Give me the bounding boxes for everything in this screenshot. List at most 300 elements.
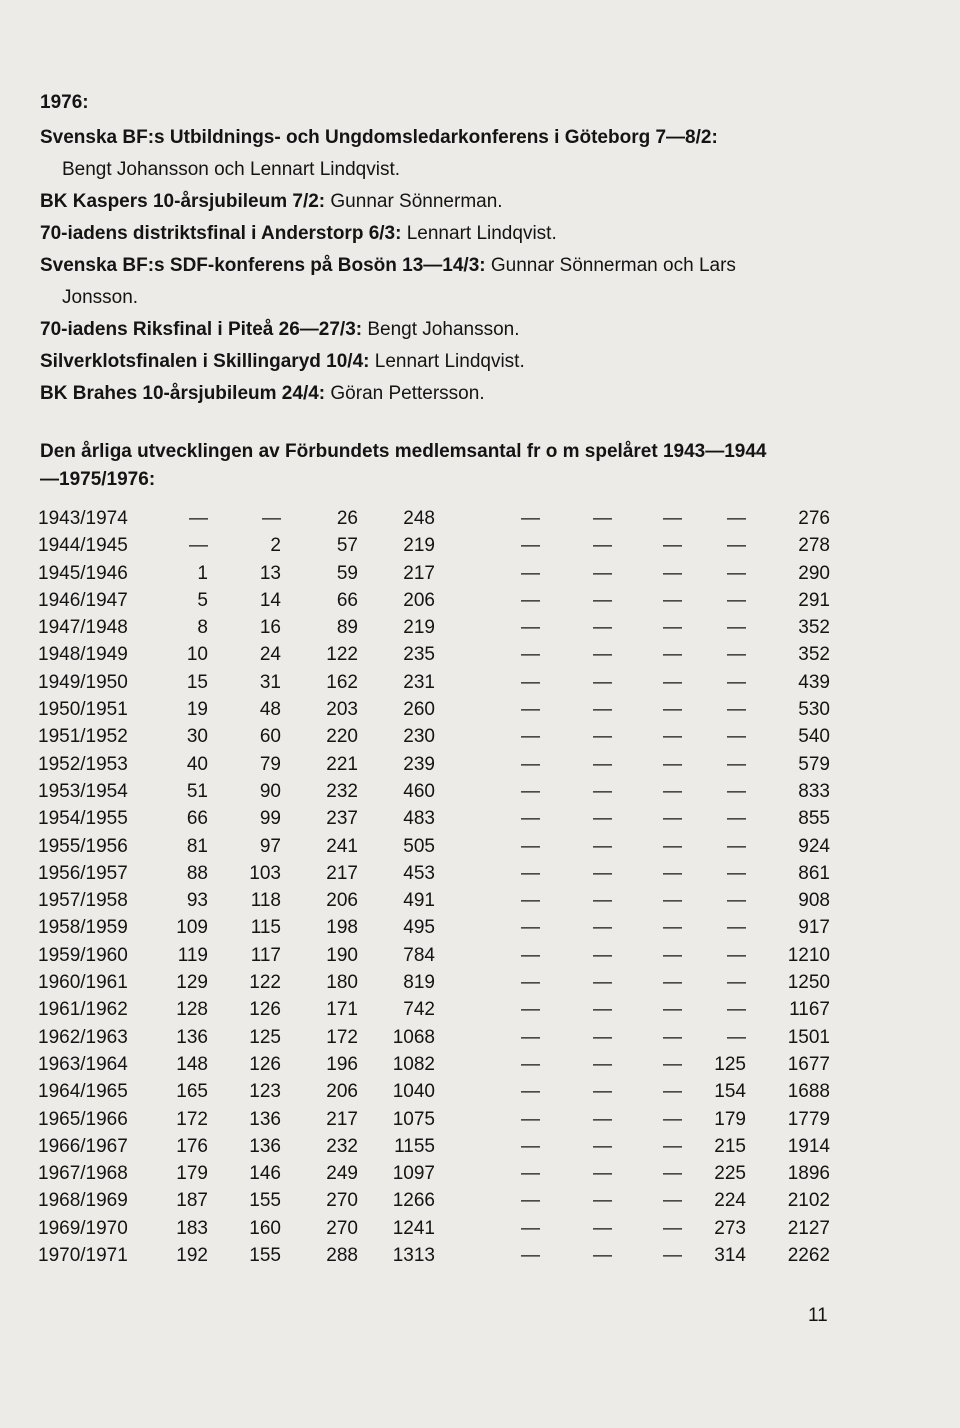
count-cell: 1097 xyxy=(392,1163,435,1185)
table-row xyxy=(38,1133,838,1160)
count-cell: 1 xyxy=(197,562,208,584)
count-cell: 1082 xyxy=(392,1053,435,1075)
count-cell: 99 xyxy=(259,808,281,830)
event-continuation: Jonsson. xyxy=(62,287,139,308)
count-cell: — xyxy=(663,890,682,912)
count-cell: — xyxy=(727,944,746,966)
count-cell: 146 xyxy=(249,1163,281,1185)
count-cell: — xyxy=(727,999,746,1021)
count-cell: — xyxy=(727,644,746,666)
count-cell: — xyxy=(189,508,208,529)
count-cell: — xyxy=(593,1217,612,1239)
count-cell: 206 xyxy=(403,589,435,611)
count-cell: — xyxy=(663,753,682,775)
count-cell: 273 xyxy=(714,1217,746,1239)
table-row xyxy=(38,1160,838,1187)
count-cell: 122 xyxy=(249,972,281,994)
count-cell: — xyxy=(663,1053,682,1075)
count-cell: — xyxy=(727,862,746,884)
table-row xyxy=(38,805,838,832)
count-cell: — xyxy=(593,890,612,912)
season-cell: 1960/1961 xyxy=(38,972,128,994)
count-cell: — xyxy=(521,535,540,557)
count-cell: — xyxy=(663,726,682,748)
count-cell: — xyxy=(521,835,540,857)
table-row xyxy=(38,723,838,750)
season-cell: 1956/1957 xyxy=(38,862,128,884)
count-cell: — xyxy=(262,508,281,529)
count-cell: 162 xyxy=(326,671,358,693)
count-cell: — xyxy=(521,1163,540,1185)
count-cell: — xyxy=(663,1081,682,1103)
count-cell: 179 xyxy=(176,1163,208,1185)
season-cell: 1968/1969 xyxy=(38,1190,128,1212)
count-cell: 1250 xyxy=(787,972,830,994)
event-continuation: Bengt Johansson och Lennart Lindqvist. xyxy=(62,159,401,180)
season-cell: 1970/1971 xyxy=(38,1245,128,1267)
table-row xyxy=(38,887,838,914)
count-cell: 540 xyxy=(798,726,830,748)
count-cell: — xyxy=(727,1026,746,1048)
event-title: Svenska BF:s SDF-konferens på Bosön 13—14/3: xyxy=(40,255,486,276)
count-cell: — xyxy=(521,1081,540,1103)
table-row xyxy=(38,1215,838,1242)
count-cell: 314 xyxy=(714,1245,746,1267)
count-cell: 235 xyxy=(403,644,435,666)
count-cell: — xyxy=(663,999,682,1021)
table-row xyxy=(38,942,838,969)
count-cell: — xyxy=(593,508,612,529)
count-cell: 136 xyxy=(249,1108,281,1130)
count-cell: 1075 xyxy=(392,1108,435,1130)
count-cell: — xyxy=(521,862,540,884)
count-cell: 26 xyxy=(336,508,358,529)
count-cell: — xyxy=(521,589,540,611)
count-cell: — xyxy=(727,972,746,994)
count-cell: — xyxy=(593,671,612,693)
count-cell: 278 xyxy=(798,535,830,557)
count-cell: — xyxy=(727,589,746,611)
season-cell: 1955/1956 xyxy=(38,835,128,857)
count-cell: — xyxy=(727,671,746,693)
count-cell: 1313 xyxy=(392,1245,435,1267)
count-cell: 128 xyxy=(176,999,208,1021)
count-cell: 908 xyxy=(798,890,830,912)
count-cell: — xyxy=(663,780,682,802)
count-cell: 40 xyxy=(186,753,208,775)
count-cell: — xyxy=(521,562,540,584)
season-cell: 1957/1958 xyxy=(38,890,128,912)
count-cell: 115 xyxy=(250,917,281,939)
season-cell: 1946/1947 xyxy=(38,589,128,611)
count-cell: — xyxy=(521,1217,540,1239)
event-item xyxy=(40,122,920,186)
count-cell: 483 xyxy=(403,808,435,830)
event-participants: Bengt Johansson. xyxy=(362,319,520,340)
count-cell: — xyxy=(727,617,746,639)
season-cell: 1954/1955 xyxy=(38,808,128,830)
count-cell: — xyxy=(593,589,612,611)
event-participants: Göran Pettersson. xyxy=(325,383,485,404)
count-cell: 861 xyxy=(798,862,830,884)
count-cell: 1896 xyxy=(787,1163,830,1185)
event-participants: Gunnar Sönnerman och Lars xyxy=(485,255,736,276)
count-cell: 924 xyxy=(798,835,830,857)
count-cell: — xyxy=(593,1163,612,1185)
count-cell: 176 xyxy=(176,1135,208,1157)
count-cell: 232 xyxy=(326,1135,358,1157)
count-cell: 1688 xyxy=(787,1081,830,1103)
table-row xyxy=(38,669,838,696)
count-cell: — xyxy=(663,972,682,994)
event-item xyxy=(40,218,920,250)
event-participants: Lennart Lindqvist. xyxy=(369,351,525,372)
count-cell: — xyxy=(593,1245,612,1267)
table-row xyxy=(38,778,838,805)
count-cell: 122 xyxy=(326,644,358,666)
count-cell: — xyxy=(727,835,746,857)
count-cell: — xyxy=(663,808,682,830)
count-cell: — xyxy=(521,808,540,830)
count-cell: 230 xyxy=(403,726,435,748)
count-cell: — xyxy=(521,780,540,802)
count-cell: 241 xyxy=(326,835,358,857)
table-row xyxy=(38,505,838,532)
count-cell: 79 xyxy=(259,753,281,775)
count-cell: — xyxy=(663,589,682,611)
count-cell: 1241 xyxy=(392,1217,435,1239)
count-cell: 290 xyxy=(798,562,830,584)
count-cell: 172 xyxy=(326,1026,358,1048)
count-cell: 579 xyxy=(798,753,830,775)
count-cell: 1779 xyxy=(787,1108,830,1130)
count-cell: — xyxy=(663,699,682,721)
count-cell: 249 xyxy=(326,1163,358,1185)
count-cell: 453 xyxy=(403,862,435,884)
count-cell: 66 xyxy=(186,808,208,830)
count-cell: — xyxy=(663,917,682,939)
count-cell: — xyxy=(663,508,682,529)
count-cell: — xyxy=(663,671,682,693)
count-cell: — xyxy=(521,1245,540,1267)
count-cell: — xyxy=(521,644,540,666)
count-cell: 1040 xyxy=(392,1081,435,1103)
count-cell: — xyxy=(663,1163,682,1185)
count-cell: 352 xyxy=(798,617,830,639)
count-cell: — xyxy=(521,1135,540,1157)
count-cell: — xyxy=(189,535,208,557)
count-cell: — xyxy=(663,1135,682,1157)
count-cell: — xyxy=(727,808,746,830)
count-cell: — xyxy=(521,1026,540,1048)
count-cell: — xyxy=(593,644,612,666)
count-cell: — xyxy=(663,1217,682,1239)
event-title: Silverklotsfinalen i Skillingaryd 10/4: xyxy=(40,351,370,372)
count-cell: 8 xyxy=(197,617,208,639)
count-cell: 917 xyxy=(798,917,830,939)
count-cell: 1155 xyxy=(394,1135,435,1157)
count-cell: 225 xyxy=(714,1163,746,1185)
table-row xyxy=(38,1024,838,1051)
count-cell: 196 xyxy=(326,1053,358,1075)
table-row xyxy=(38,914,838,941)
event-title: 70-iadens distriktsfinal i Anderstorp 6/3: xyxy=(40,223,402,244)
count-cell: 31 xyxy=(259,671,281,693)
count-cell: 15 xyxy=(186,671,208,693)
event-participants: Gunnar Sönnerman. xyxy=(325,191,503,212)
count-cell: 2262 xyxy=(787,1245,830,1267)
season-cell: 1953/1954 xyxy=(38,780,128,802)
event-title: 70-iadens Riksfinal i Piteå 26—27/3: xyxy=(40,319,363,340)
count-cell: 224 xyxy=(714,1190,746,1212)
count-cell: 439 xyxy=(798,671,830,693)
count-cell: 1501 xyxy=(787,1026,830,1048)
season-cell: 1948/1949 xyxy=(38,644,128,666)
count-cell: 784 xyxy=(403,944,435,966)
count-cell: 1068 xyxy=(392,1026,435,1048)
count-cell: 89 xyxy=(336,617,358,639)
count-cell: — xyxy=(593,699,612,721)
count-cell: — xyxy=(593,753,612,775)
count-cell: — xyxy=(663,862,682,884)
count-cell: 1677 xyxy=(787,1053,830,1075)
count-cell: 2127 xyxy=(787,1217,830,1239)
count-cell: 270 xyxy=(326,1217,358,1239)
count-cell: — xyxy=(663,1108,682,1130)
count-cell: 530 xyxy=(798,699,830,721)
table-row xyxy=(38,614,838,641)
season-cell: 1963/1964 xyxy=(38,1053,128,1075)
count-cell: 2 xyxy=(270,535,281,557)
count-cell: — xyxy=(593,1026,612,1048)
season-cell: 1944/1945 xyxy=(38,535,128,557)
count-cell: 66 xyxy=(336,589,358,611)
season-cell: 1952/1953 xyxy=(38,753,128,775)
table-row xyxy=(38,833,838,860)
count-cell: — xyxy=(521,999,540,1021)
season-cell: 1945/1946 xyxy=(38,562,128,584)
count-cell: 460 xyxy=(403,780,435,802)
event-title: Svenska BF:s Utbildnings- och Ungdomsledarkonferens i Göteborg 7—8/2: xyxy=(40,127,718,148)
table-row xyxy=(38,1078,838,1105)
count-cell: — xyxy=(521,671,540,693)
count-cell: 30 xyxy=(186,726,208,748)
count-cell: 129 xyxy=(176,972,208,994)
count-cell: 154 xyxy=(714,1081,746,1103)
event-list xyxy=(40,122,920,410)
table-row xyxy=(38,696,838,723)
count-cell: 819 xyxy=(403,972,435,994)
season-cell: 1950/1951 xyxy=(38,699,128,721)
count-cell: 165 xyxy=(176,1081,208,1103)
season-cell: 1964/1965 xyxy=(38,1081,128,1103)
count-cell: — xyxy=(663,535,682,557)
count-cell: 119 xyxy=(177,944,208,966)
count-cell: — xyxy=(727,890,746,912)
count-cell: 219 xyxy=(403,535,435,557)
count-cell: 231 xyxy=(403,671,435,693)
count-cell: 81 xyxy=(186,835,208,857)
count-cell: — xyxy=(521,508,540,529)
count-cell: — xyxy=(663,617,682,639)
count-cell: 60 xyxy=(259,726,281,748)
count-cell: 198 xyxy=(326,917,358,939)
count-cell: 179 xyxy=(714,1108,746,1130)
count-cell: — xyxy=(593,1053,612,1075)
count-cell: — xyxy=(593,944,612,966)
count-cell: — xyxy=(727,753,746,775)
count-cell: 59 xyxy=(336,562,358,584)
count-cell: 16 xyxy=(259,617,281,639)
count-cell: — xyxy=(593,1108,612,1130)
page-number: 11 xyxy=(808,1305,828,1326)
season-cell: 1959/1960 xyxy=(38,944,128,966)
count-cell: 239 xyxy=(403,753,435,775)
count-cell: 183 xyxy=(176,1217,208,1239)
count-cell: 136 xyxy=(249,1135,281,1157)
count-cell: — xyxy=(521,972,540,994)
event-item xyxy=(40,186,920,218)
intro-line-2: —1975/1976: xyxy=(40,469,156,490)
table-row xyxy=(38,1051,838,1078)
count-cell: 125 xyxy=(249,1026,281,1048)
count-cell: — xyxy=(593,835,612,857)
count-cell: — xyxy=(727,917,746,939)
membership-intro xyxy=(40,438,920,494)
count-cell: 742 xyxy=(403,999,435,1021)
count-cell: 2102 xyxy=(787,1190,830,1212)
count-cell: 190 xyxy=(326,944,358,966)
event-item xyxy=(40,250,920,314)
count-cell: 1914 xyxy=(787,1135,830,1157)
event-participants: Lennart Lindqvist. xyxy=(401,223,557,244)
season-cell: 1961/1962 xyxy=(38,999,128,1021)
event-title: BK Brahes 10-årsjubileum 24/4: xyxy=(40,383,326,404)
count-cell: 217 xyxy=(326,862,358,884)
event-item xyxy=(40,378,920,410)
count-cell: — xyxy=(593,999,612,1021)
count-cell: — xyxy=(663,1245,682,1267)
count-cell: 19 xyxy=(186,699,208,721)
count-cell: — xyxy=(521,617,540,639)
count-cell: — xyxy=(521,890,540,912)
season-cell: 1969/1970 xyxy=(38,1217,128,1239)
count-cell: — xyxy=(521,944,540,966)
count-cell: 118 xyxy=(250,890,281,912)
count-cell: 109 xyxy=(176,917,208,939)
count-cell: 88 xyxy=(186,862,208,884)
count-cell: 203 xyxy=(326,699,358,721)
season-cell: 1943/1974 xyxy=(38,508,128,529)
count-cell: — xyxy=(593,1081,612,1103)
count-cell: — xyxy=(727,508,746,529)
table-row xyxy=(38,560,838,587)
count-cell: 215 xyxy=(714,1135,746,1157)
count-cell: 206 xyxy=(326,1081,358,1103)
count-cell: — xyxy=(593,917,612,939)
count-cell: 171 xyxy=(326,999,358,1021)
count-cell: 833 xyxy=(798,780,830,802)
count-cell: 5 xyxy=(197,589,208,611)
count-cell: 237 xyxy=(326,808,358,830)
count-cell: 495 xyxy=(403,917,435,939)
count-cell: — xyxy=(727,699,746,721)
season-cell: 1967/1968 xyxy=(38,1163,128,1185)
season-cell: 1958/1959 xyxy=(38,917,128,939)
count-cell: 220 xyxy=(326,726,358,748)
count-cell: 51 xyxy=(186,780,208,802)
count-cell: — xyxy=(593,1135,612,1157)
count-cell: 126 xyxy=(249,999,281,1021)
table-row xyxy=(38,860,838,887)
count-cell: 1167 xyxy=(789,999,830,1021)
count-cell: 505 xyxy=(403,835,435,857)
table-row xyxy=(38,751,838,778)
count-cell: 126 xyxy=(249,1053,281,1075)
count-cell: 260 xyxy=(403,699,435,721)
count-cell: — xyxy=(663,944,682,966)
count-cell: 117 xyxy=(250,944,281,966)
count-cell: 232 xyxy=(326,780,358,802)
count-cell: 24 xyxy=(259,644,281,666)
membership-table xyxy=(38,505,838,1269)
count-cell: — xyxy=(521,753,540,775)
count-cell: — xyxy=(593,1190,612,1212)
count-cell: 855 xyxy=(798,808,830,830)
season-cell: 1965/1966 xyxy=(38,1108,128,1130)
count-cell: — xyxy=(521,699,540,721)
count-cell: 352 xyxy=(798,644,830,666)
count-cell: 123 xyxy=(249,1081,281,1103)
count-cell: 180 xyxy=(326,972,358,994)
count-cell: — xyxy=(663,1190,682,1212)
count-cell: 10 xyxy=(186,644,208,666)
table-row xyxy=(38,587,838,614)
count-cell: 148 xyxy=(176,1053,208,1075)
table-row xyxy=(38,532,838,559)
year-heading: 1976: xyxy=(40,92,89,113)
table-row xyxy=(38,969,838,996)
count-cell: — xyxy=(593,808,612,830)
table-row xyxy=(38,1106,838,1133)
count-cell: — xyxy=(727,726,746,748)
count-cell: 219 xyxy=(403,617,435,639)
count-cell: 192 xyxy=(176,1245,208,1267)
count-cell: — xyxy=(727,535,746,557)
count-cell: — xyxy=(593,780,612,802)
count-cell: — xyxy=(727,562,746,584)
count-cell: 90 xyxy=(259,780,281,802)
season-cell: 1951/1952 xyxy=(38,726,128,748)
event-title: BK Kaspers 10-årsjubileum 7/2: xyxy=(40,191,326,212)
count-cell: 14 xyxy=(259,589,281,611)
count-cell: — xyxy=(521,726,540,748)
count-cell: — xyxy=(521,1053,540,1075)
count-cell: 221 xyxy=(326,753,358,775)
count-cell: — xyxy=(593,535,612,557)
count-cell: 1266 xyxy=(392,1190,435,1212)
count-cell: — xyxy=(663,562,682,584)
count-cell: 270 xyxy=(326,1190,358,1212)
count-cell: — xyxy=(593,972,612,994)
count-cell: 172 xyxy=(176,1108,208,1130)
count-cell: — xyxy=(521,1108,540,1130)
count-cell: 276 xyxy=(798,508,830,529)
count-cell: — xyxy=(727,780,746,802)
count-cell: 93 xyxy=(186,890,208,912)
event-item xyxy=(40,314,920,346)
count-cell: 187 xyxy=(176,1190,208,1212)
